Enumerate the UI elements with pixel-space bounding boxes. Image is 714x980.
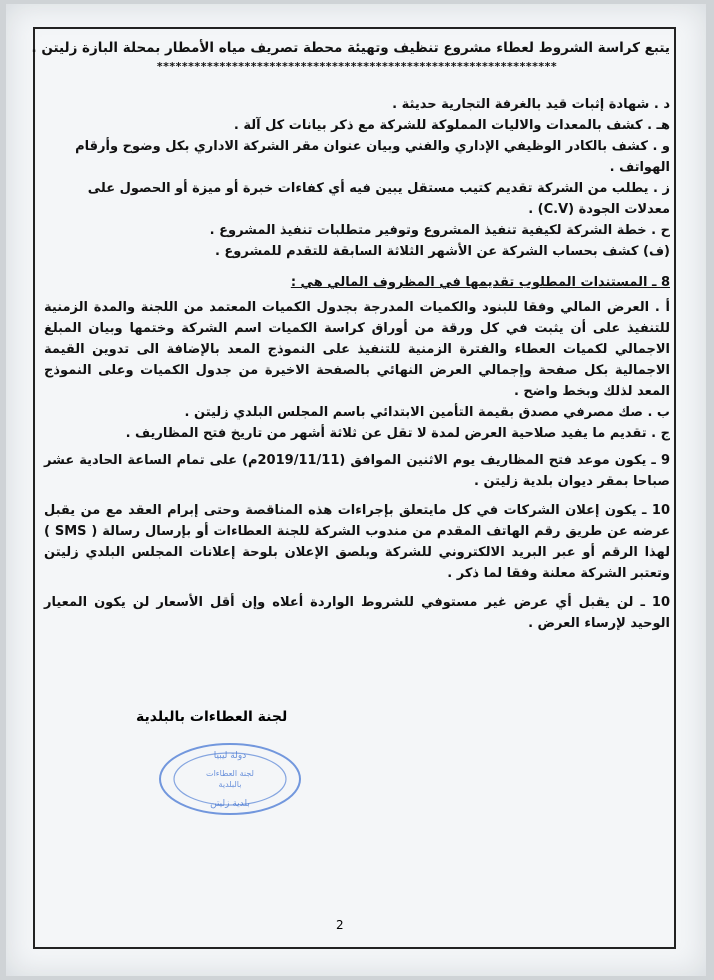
list-item: هـ . كشف بالمعدات والاليات المملوكة للشركة مع ذكر بيانات كل آلة .: [233, 118, 670, 133]
document-title: يتبع كراسة الشروط لعطاء مشروع تنظيف وتهيئة محطة تصريف مياه الأمطار بمحلة البازة زليتن .: [31, 40, 670, 56]
clause-9: 9 ـ يكون موعد فتح المظاريف يوم الاثنين الموافق (2019/11/11م) على تمام الساعة الحادية عشر صباحا بمقر ديوان بلدية زليتن .: [44, 453, 670, 489]
list-item: ح . خطة الشركة لكيفية تنفيذ المشروع وتوفير متطلبات تنفيذ المشروع .: [209, 223, 670, 238]
section-8-item: ب . صك مصرفي مصدق بقيمة التأمين الابتدائي باسم المجلس البلدي زليتن .: [184, 405, 670, 420]
section-8-heading-text: 8 ـ المستندات المطلوب تقديمها في المظروف المالي هي :: [290, 275, 670, 290]
stamp-mid-text: لجنة العطاءات: [206, 769, 254, 778]
list-item: ز . يطلب من الشركة تقديم كتيب مستقل يبين فيه أي كفاءات خبرة أو ميزة أو الحصول على معدلات الجودة (C.V) .: [87, 181, 670, 217]
official-stamp: [158, 742, 303, 817]
clause-10b: 10 ـ لن يقبل أي عرض غير مستوفي للشروط الواردة أعلاه وإن أقل الأسعار لن يكون المعيار الوحيد لإرساء العرض .: [44, 595, 670, 631]
page-number: 2: [336, 918, 344, 932]
document-body: [31, 32, 670, 634]
committee-signature: لجنة العطاءات بالبلدية: [136, 709, 288, 725]
list-item: و . كشف بالكادر الوظيفي الإداري والفني وبيان عنوان مقر الشركة الاداري بكل وضوح وأرقام الهواتف .: [75, 139, 670, 175]
section-8-heading: [44, 272, 670, 293]
stamp-top-text: دولة ليبيا: [213, 751, 247, 761]
section-8-item: ج . تقديم ما يفيد صلاحية العرض لمدة لا تقل عن ثلاثة أشهر من تاريخ فتح المظاريف .: [125, 426, 670, 441]
clause-10a: 10 ـ يكون إعلان الشركات في كل مايتعلق بإجراءات هذه المناقصة وحتى إبرام العقد مع من يقبل عرضه عن طريق رقم الهاتف المقدم من مندوب الشركة للجنة العطاءات أو بإرسال رسالة ( SMS ) لهذا الرقم أو عبر البريد الالكتروني للشركة وبلصق الإعلان بلوحة إعلانات المجلس البلدي زليتن وتعتبر الشركة معلنة وفقا لما ذكر .: [44, 503, 670, 581]
stamp-bottom-text: بلدية زليتن: [210, 799, 250, 809]
stamp-mid2-text: بالبلدية: [218, 780, 242, 789]
list-item: د . شهادة إثبات قيد بالغرفة التجارية حديثة .: [392, 97, 670, 112]
section-8-item: أ . العرض المالي وفقا للبنود والكميات المدرجة بجدول الكميات المعتمد من اللجنة والمدة الزمنية للتنفيذ على أن يثبت في كل ورقة من أوراق كراسة الكميات اسم الشركة وختمها وبيان المبلغ الاجمالي لكميات العطاء والفترة الزمنية للتنفيذ على النموذج المعد بالإضافة الى تدوين القيمة الاجمالية بكل صفحة وإجمالي العرض النهائي بالصفحة الاخيرة من جدول الكميات وعلى النموذج المعد لذلك وبخط واضح .: [44, 300, 670, 399]
star-divider: ****************************************************************: [156, 60, 558, 73]
document-page: [6, 4, 706, 976]
list-item: (ف) كشف بحساب الشركة عن الأشهر الثلاثة السابقة للتقدم للمشروع .: [214, 244, 670, 259]
